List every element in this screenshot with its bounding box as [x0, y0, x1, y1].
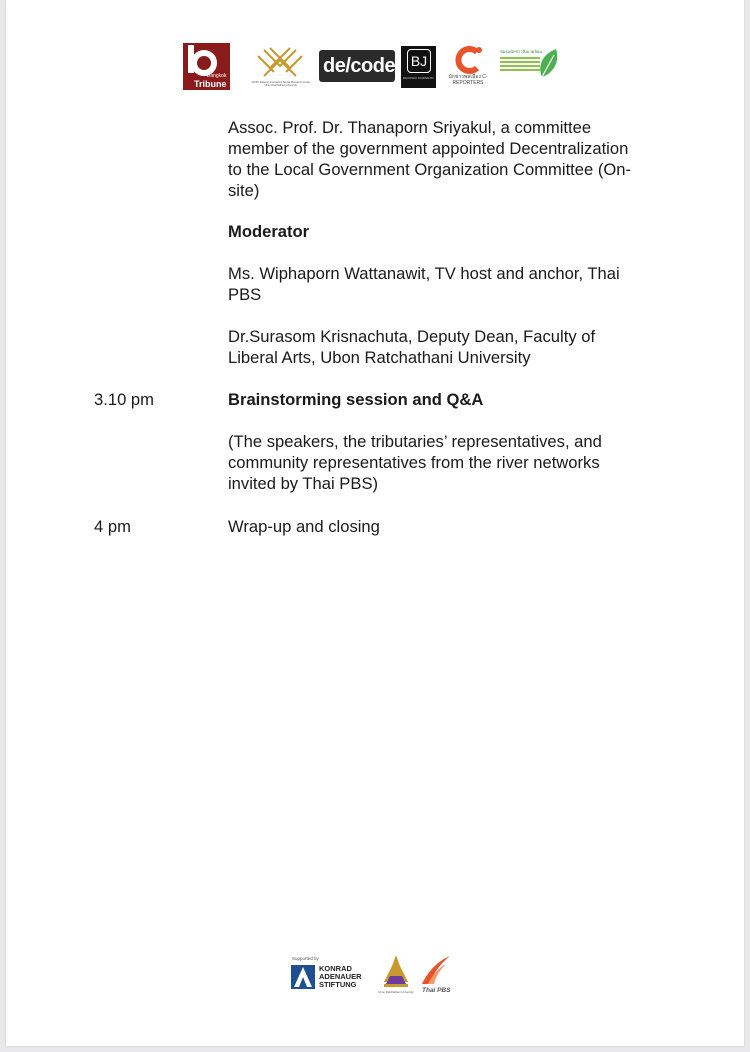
decode-logo [319, 50, 395, 82]
supported-by-text: Supported by [292, 956, 319, 961]
brainstorm-heading: Brainstorming session and Q&A [228, 390, 484, 409]
brainstorm-line-2: community representatives from the river networks [228, 453, 600, 472]
c-reporters-caption: นักข่าวพลเมือง C-REPORTERS [448, 74, 488, 86]
university-emblem-icon [378, 954, 414, 990]
speaker-description [228, 117, 668, 201]
kas-logo [291, 956, 375, 996]
speaker-line-4: site) [228, 181, 260, 200]
moderator-2-line-1: Dr.Surasom Krisnachuta, Deputy Dean, Faculty of [228, 327, 596, 346]
green-caption: ชมรมนักข่าวสิ่งแวดล้อม [500, 49, 542, 54]
decode-text: de/code [323, 55, 396, 77]
c-reporters-icon [443, 44, 493, 74]
mekong-caption: MCRI: Mekong Journalism Social Research Center Ubon Ratchathani University [251, 81, 311, 88]
bangkok-tribune-logo [183, 43, 230, 90]
green-lines [500, 57, 540, 71]
thai-pbs-bird-icon [418, 954, 452, 986]
time-3-10: 3.10 pm [94, 390, 154, 409]
bj-caption: BACKPACK JOURNALIST [403, 77, 434, 80]
time-4: 4 pm [94, 517, 131, 536]
moderator-1-line-1: Ms. Wiphaporn Wattanawit, TV host and anchor, Thai [228, 264, 620, 283]
closing-text: Wrap-up and closing [228, 517, 380, 536]
document-page [6, 0, 744, 1046]
bj-text: BJ [407, 49, 431, 73]
speaker-line-1: Assoc. Prof. Dr. Thanaporn Sriyakul, a committee [228, 118, 592, 137]
c-reporters-logo [443, 44, 493, 90]
leaf-icon [536, 47, 560, 81]
speaker-line-3: to the Local Government Organization Committee (On- [228, 160, 632, 179]
brainstorm-line-3: invited by Thai PBS) [228, 474, 379, 493]
moderator-1-line-2: PBS [228, 285, 262, 304]
brainstorm-description [228, 431, 668, 494]
tribune-main-text: Tribune [194, 79, 227, 89]
kas-line-3: STIFTUNG [319, 980, 357, 989]
thai-pbs-text: Thai PBS [422, 987, 451, 994]
speaker-line-2: member of the government appointed Decentralization [228, 139, 629, 158]
mekong-research-logo [250, 46, 312, 92]
ubon-university-logo [378, 954, 414, 998]
tribune-top-text: Bangkok [207, 73, 227, 79]
brainstorm-line-1: (The speakers, the tributaries’ representatives, and [228, 432, 602, 451]
thai-pbs-logo [418, 954, 454, 998]
ubu-caption: Ubon Ratchathani University [378, 990, 414, 994]
moderator-2-line-2: Liberal Arts, Ubon Ratchathani University [228, 348, 531, 367]
moderator-heading: Moderator [228, 222, 310, 241]
green-journalists-logo [500, 45, 562, 85]
kas-a-icon [291, 965, 315, 989]
backpack-journalist-logo [401, 46, 436, 88]
kas-line-2: ADENAUER [319, 972, 362, 981]
moderator-2 [228, 326, 668, 368]
kas-line-1: KONRAD [319, 964, 352, 973]
moderator-1 [228, 263, 668, 305]
woven-pattern-icon [250, 46, 312, 80]
